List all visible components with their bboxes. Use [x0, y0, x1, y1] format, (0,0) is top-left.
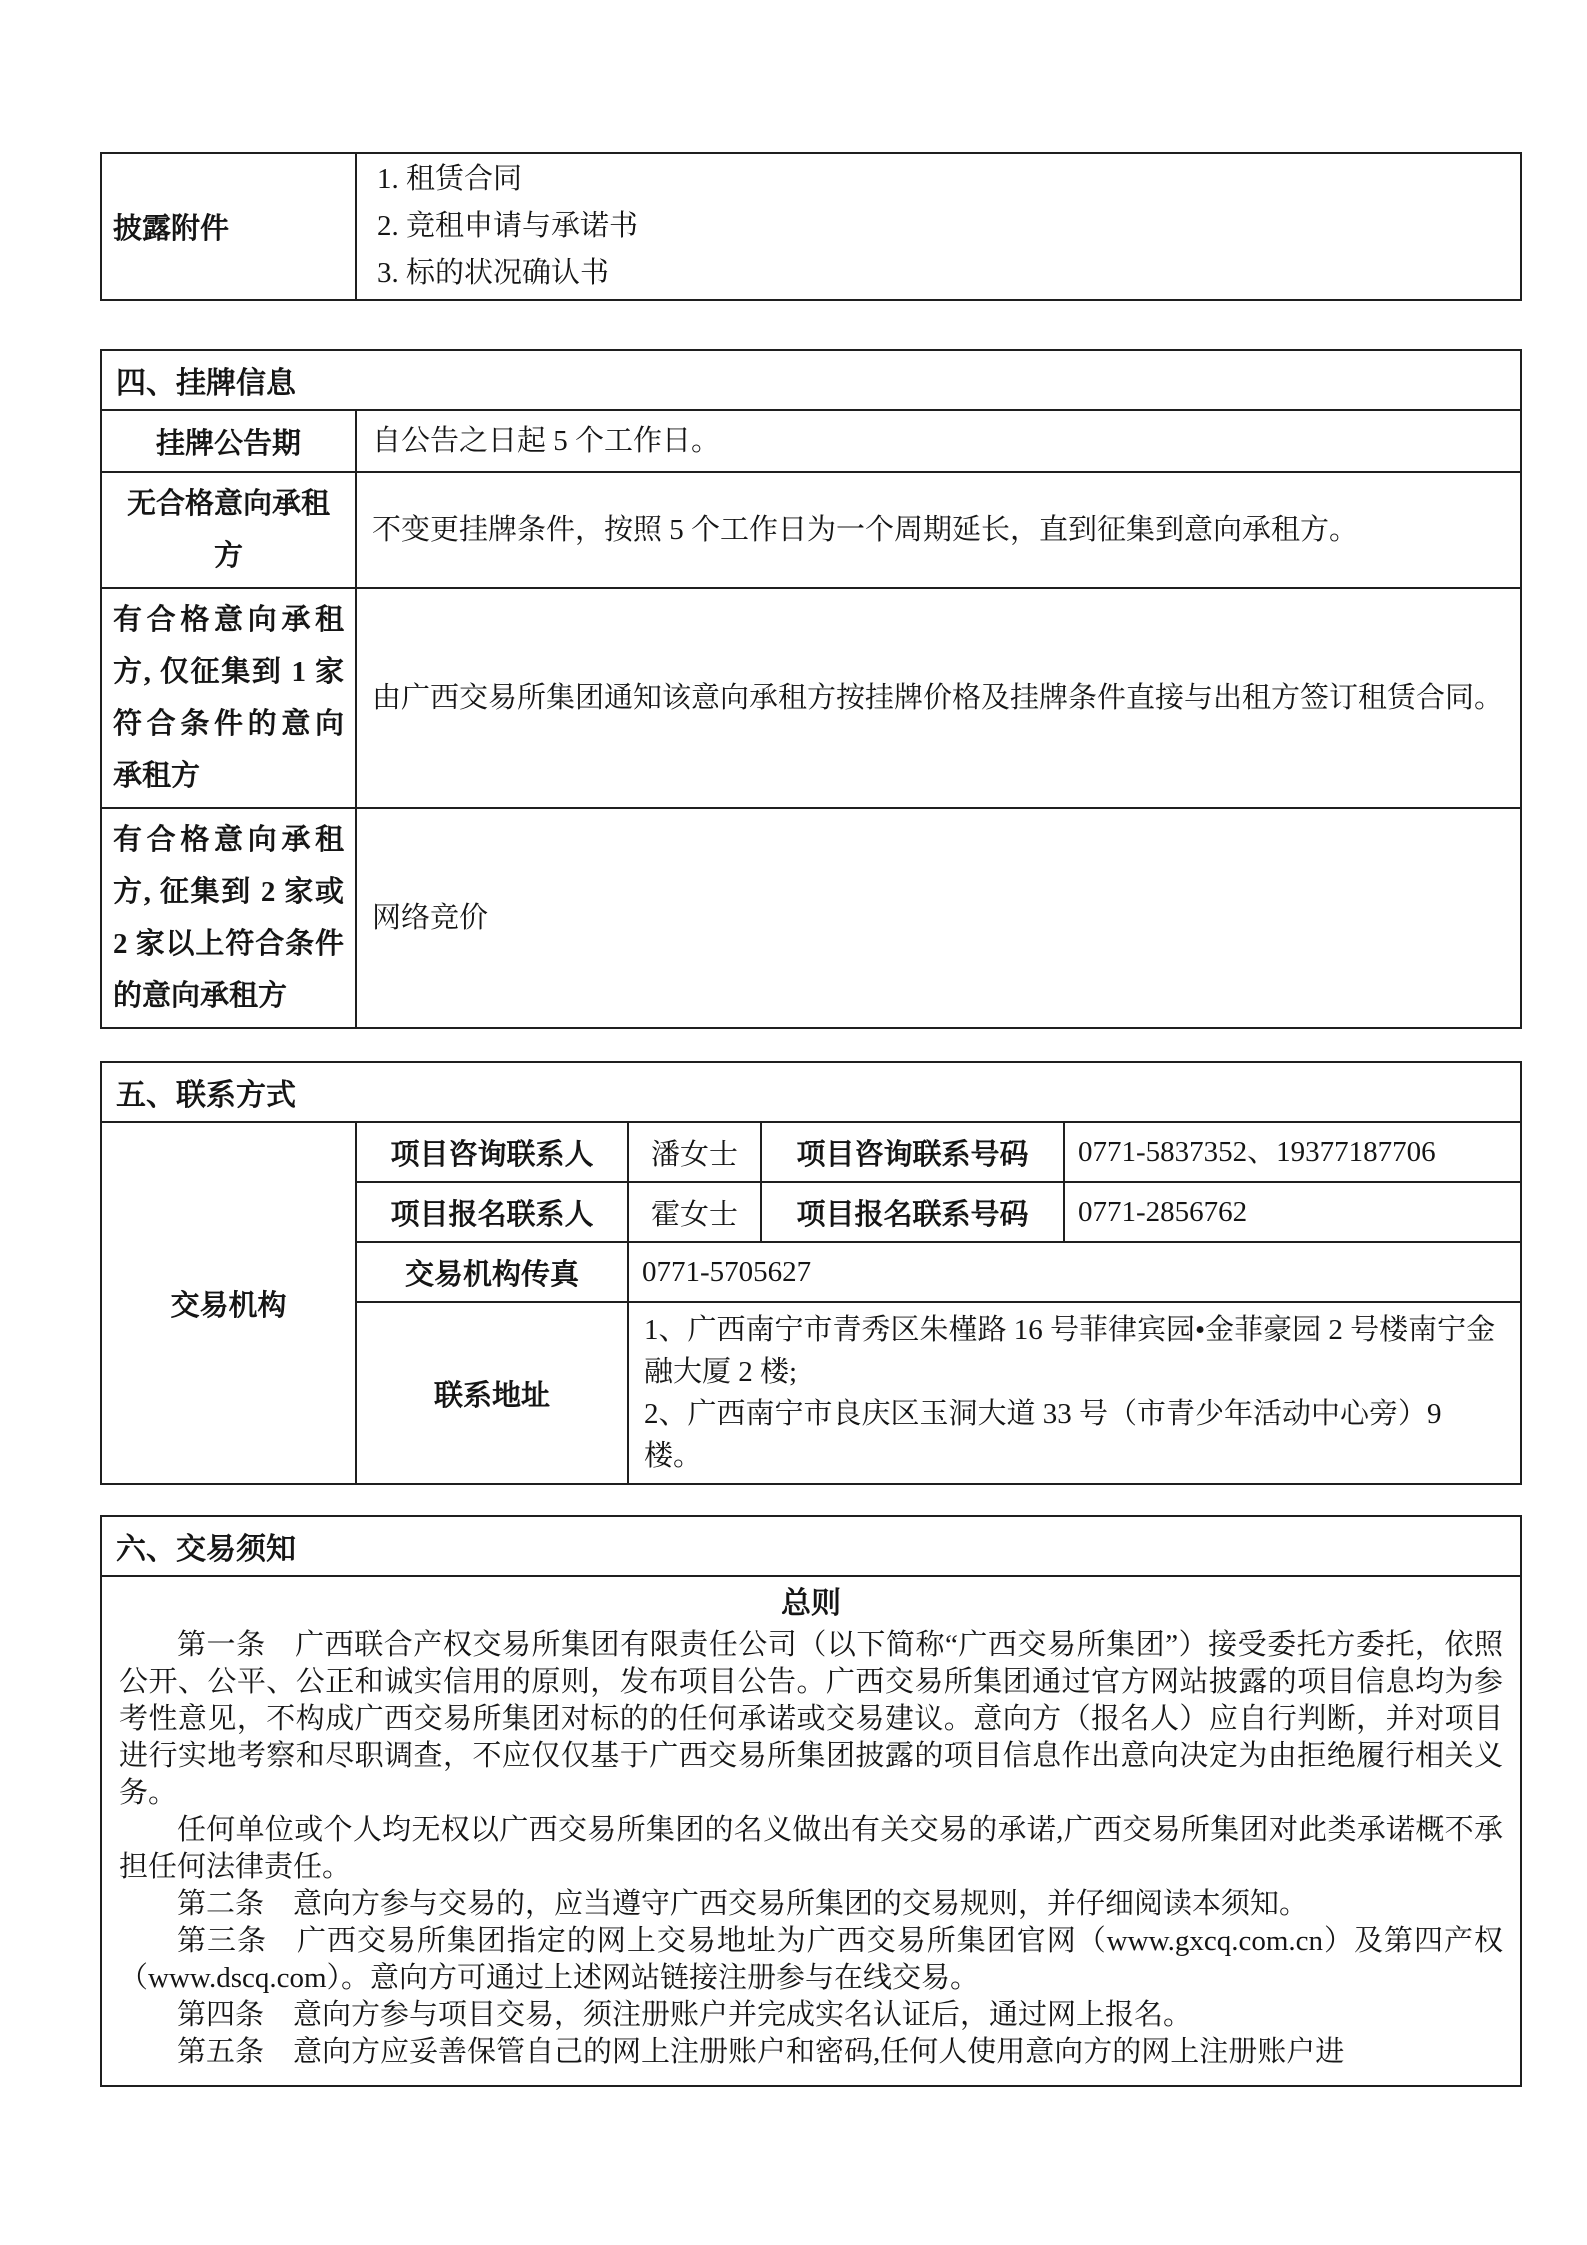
listing-row-label: 无合格意向承租方 [101, 472, 356, 588]
table-row [101, 808, 1521, 1028]
address-line: 2、广西南宁市良庆区玉洞大道 33 号（市青少年活动中心旁）9 楼。 [644, 1398, 1442, 1472]
consult-phone-value: 0771-5837352、19377187706 [1064, 1122, 1521, 1182]
notice-paragraph: 第一条 广西联合产权交易所集团有限责任公司（以下简称“广西交易所集团”）接受委托方委托，依照公开、公平、公正和诚实信用的原则，发布项目公告。广西交易所集团通过官方网站披露的项目信息均为参考性意见，不构成广西交易所集团对标的的任何承诺或交易建议。意向方（报名人）应自行判断，并对项目进行实地考察和尽职调查，不应仅仅基于广西交易所集团披露的项目信息作出意向决定为由拒绝履行相关义务。 [119, 1629, 1503, 1809]
table-row [101, 410, 1521, 472]
listing-row-label: 有合格意向承租方, 仅征集到 1 家符合条件的意向承租方 [101, 588, 356, 808]
address-label: 联系地址 [356, 1302, 628, 1484]
contact-title-row [101, 1062, 1521, 1122]
listing-row-label: 有合格意向承租方, 征集到 2 家或 2 家以上符合条件的意向承租方 [101, 808, 356, 1028]
table-row [101, 1122, 1521, 1182]
signup-contact-label: 项目报名联系人 [356, 1182, 628, 1242]
listing-section-title: 四、挂牌信息 [101, 350, 1521, 410]
attachments-items-cell [356, 153, 1521, 300]
attachment-item: 3. 标的状况确认书 [377, 257, 610, 289]
listing-row-value: 网络竞价 [356, 808, 1521, 1028]
fax-label: 交易机构传真 [356, 1242, 628, 1302]
general-rules-heading: 总则 [781, 1587, 841, 1620]
signup-phone-label: 项目报名联系号码 [761, 1182, 1064, 1242]
notice-table [100, 1515, 1522, 2087]
listing-title-row [101, 350, 1521, 410]
signup-phone-value: 0771-2856762 [1064, 1182, 1521, 1242]
trading-institution-cell: 交易机构 [101, 1122, 356, 1484]
address-line: 1、广西南宁市青秀区朱槿路 16 号菲律宾园•金菲豪园 2 号楼南宁金融大厦 2 楼; [644, 1314, 1496, 1388]
signup-contact-name: 霍女士 [628, 1182, 761, 1242]
contact-table [100, 1061, 1522, 1485]
contact-section-title: 五、联系方式 [101, 1062, 1521, 1122]
attachment-item: 1. 租赁合同 [377, 163, 523, 195]
notice-body-row [101, 1576, 1521, 2086]
notice-paragraph: 第三条 广西交易所集团指定的网上交易地址为广西交易所集团官网（www.gxcq.com.cn）及第四产权（www.dscq.com）。意向方可通过上述网站链接注册参与在线交易。 [119, 1925, 1503, 1994]
consult-contact-name: 潘女士 [628, 1122, 761, 1182]
notice-body-cell [101, 1576, 1521, 2086]
notice-paragraph: 第五条 意向方应妥善保管自己的网上注册账户和密码,任何人使用意向方的网上注册账户进 [177, 2036, 1345, 2068]
listing-row-label: 挂牌公告期 [101, 410, 356, 472]
notice-paragraph: 第二条 意向方参与交易的，应当遵守广西交易所集团的交易规则，并仔细阅读本须知。 [177, 1888, 1309, 1920]
fax-value: 0771-5705627 [628, 1242, 1521, 1302]
address-value-cell [628, 1302, 1521, 1484]
listing-row-value: 不变更挂牌条件，按照 5 个工作日为一个周期延长，直到征集到意向承租方。 [356, 472, 1521, 588]
consult-contact-label: 项目咨询联系人 [356, 1122, 628, 1182]
listing-info-table [100, 349, 1522, 1029]
consult-phone-label: 项目咨询联系号码 [761, 1122, 1064, 1182]
listing-row-value: 由广西交易所集团通知该意向承租方按挂牌价格及挂牌条件直接与出租方签订租赁合同。 [356, 588, 1521, 808]
attachments-label: 披露附件 [101, 153, 356, 300]
notice-title-row [101, 1516, 1521, 1576]
listing-row-value: 自公告之日起 5 个工作日。 [356, 410, 1521, 472]
notice-paragraph: 第四条 意向方参与项目交易，须注册账户并完成实名认证后，通过网上报名。 [177, 1999, 1193, 2031]
notice-section-title: 六、交易须知 [101, 1516, 1521, 1576]
notice-paragraph: 任何单位或个人均无权以广西交易所集团的名义做出有关交易的承诺,广西交易所集团对此类承诺概不承担任何法律责任。 [119, 1814, 1503, 1883]
attachments-row [101, 153, 1521, 300]
table-row [101, 588, 1521, 808]
table-row [101, 472, 1521, 588]
attachments-table [100, 152, 1522, 301]
attachment-item: 2. 竞租申请与承诺书 [377, 210, 639, 242]
